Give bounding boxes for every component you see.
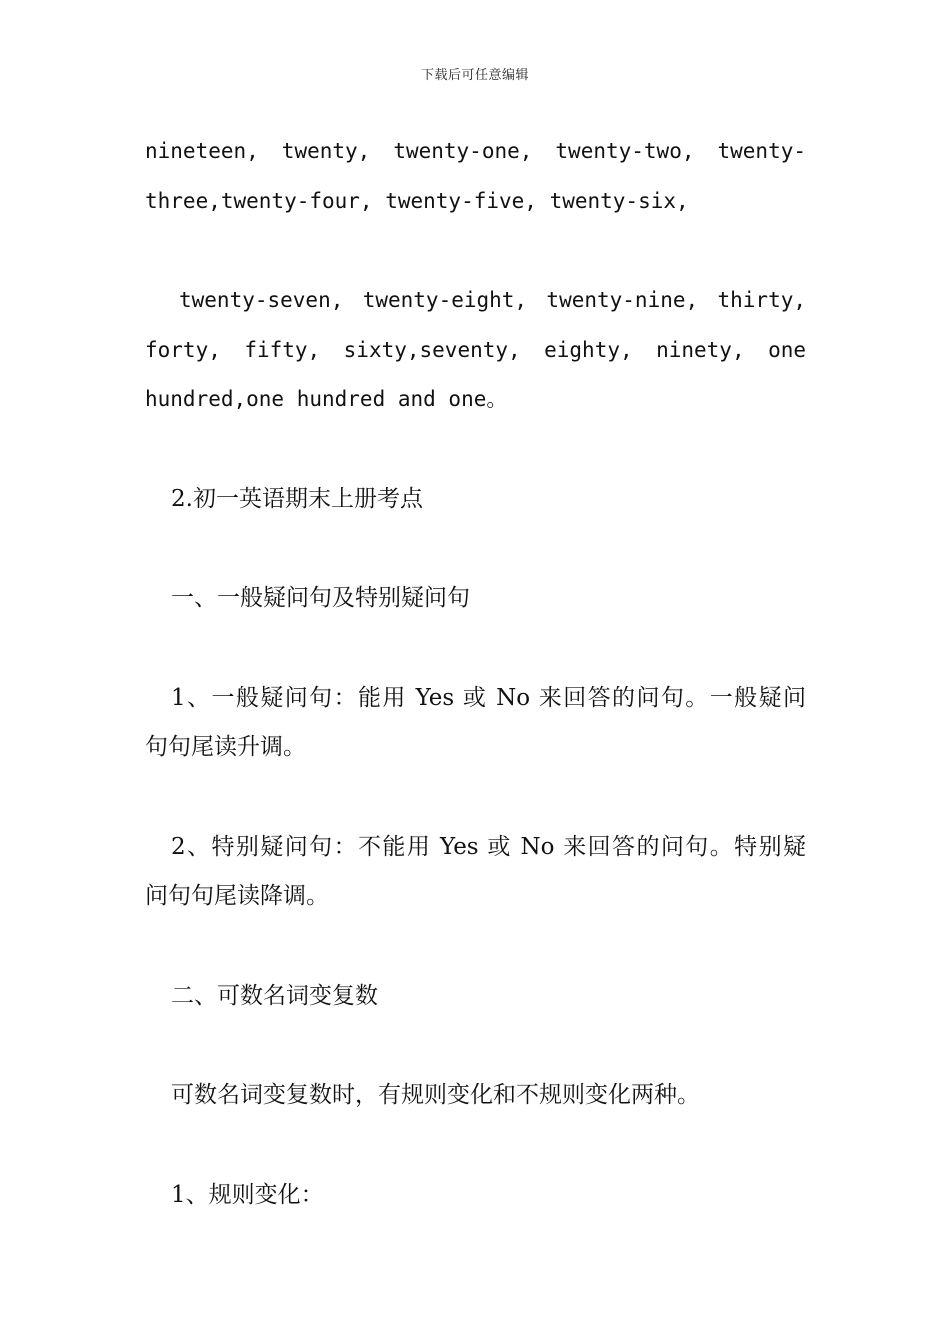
paragraph-numbers-2-line-3: hundred,one hundred and one。 xyxy=(145,387,508,411)
section-heading-exam-points: 2.初一英语期末上册考点 xyxy=(171,486,423,512)
paragraph-general-question-line-1: 1、一般疑问句：能用 Yes 或 No 来回答的问句。一般疑问 xyxy=(171,685,806,711)
paragraph-numbers-1-line-2: three,twenty-four, twenty-five, twenty-six, xyxy=(145,189,689,213)
paragraph-special-question-line-1: 2、特别疑问句：不能用 Yes 或 No 来回答的问句。特别疑 xyxy=(171,834,806,860)
paragraph-plural-rules: 可数名词变复数时，有规则变化和不规则变化两种。 xyxy=(171,1082,700,1108)
page-header: 下载后可任意编辑 xyxy=(420,68,529,83)
paragraph-numbers-2-line-2: forty, fifty, sixty,seventy, eighty, ninety, one xyxy=(145,338,806,362)
paragraph-special-question-line-2: 问句句尾读降调。 xyxy=(145,883,329,909)
paragraph-numbers-2-line-1: twenty-seven, twenty-eight, twenty-nine, thirty, xyxy=(179,288,806,312)
paragraph-general-question-line-2: 句句尾读升调。 xyxy=(145,734,306,760)
section-heading-questions: 一、一般疑问句及特别疑问句 xyxy=(171,585,470,611)
section-heading-plural-nouns: 二、可数名词变复数 xyxy=(171,983,378,1009)
paragraph-numbers-1-line-1: nineteen, twenty, twenty-one, twenty-two, twenty- xyxy=(145,139,806,163)
subheading-regular-changes: 1、规则变化： xyxy=(171,1182,324,1208)
